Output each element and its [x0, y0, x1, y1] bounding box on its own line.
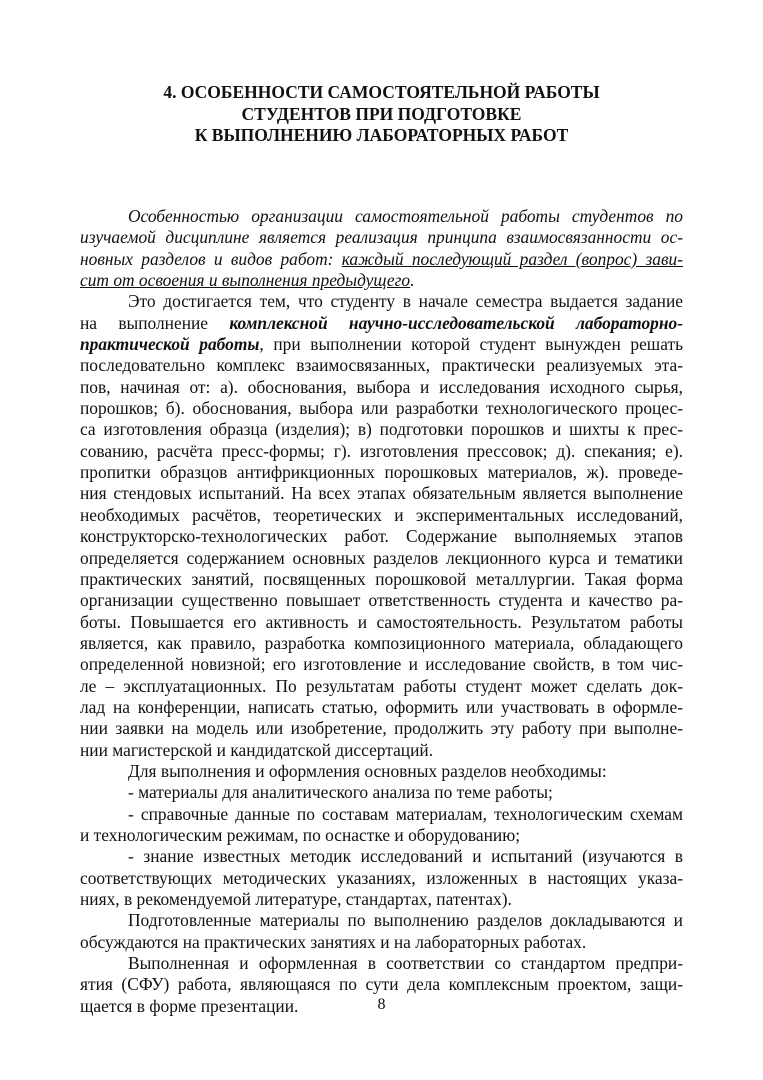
- text-line: нии магистерской и кандидатской диссертаций.: [80, 739, 434, 760]
- text-line: определяется содержанием основных разделов лекционного курса и тематики: [80, 547, 683, 568]
- requirements-list: [80, 782, 683, 910]
- text-line: [80, 270, 683, 291]
- body-text: [80, 206, 683, 1017]
- text-line: Подготовленные материалы по выполнению разделов докладываются и: [128, 910, 683, 931]
- text-line: пов, начиная от: а). обоснования, выбора и исследования исходного сырья,: [80, 376, 683, 397]
- text-line: боты. Повышается его активность и самостоятельность. Результатом работы: [80, 611, 683, 632]
- underlined-text: сит от освоения и выполнения предыдущего: [80, 270, 411, 291]
- list-item: - материалы для аналитического анализа по теме работы;: [128, 782, 553, 803]
- text-fragment: .: [410, 270, 415, 291]
- text-line: организации существенно повышает ответственность студента и качество ра-: [80, 590, 683, 611]
- text-line: [80, 334, 683, 355]
- text-line: щается в форме презентации.: [80, 995, 299, 1016]
- text-line: Выполненная и оформленная в соответствии со стандартом предпри-: [128, 953, 683, 974]
- text-fragment: , при выполнении которой студент вынужден решать: [259, 334, 683, 355]
- text-line: Это достигается тем, что студенту в начале семестра выдается задание: [128, 291, 683, 312]
- text-line: и технологическим режимам, по оснастке и оборудованию;: [80, 824, 521, 845]
- text-line: сованию, расчёта пресс-формы; г). изготовления прессовок; д). спекания; е).: [80, 440, 683, 461]
- title-line: К ВЫПОЛНЕНИЮ ЛАБОРАТОРНЫХ РАБОТ: [194, 125, 569, 145]
- text-line: [80, 249, 683, 270]
- text-line: са изготовления образца (изделия); в) подготовки порошков и шихты к прес-: [80, 419, 683, 440]
- paragraph: [80, 910, 683, 953]
- section-title: [80, 82, 683, 147]
- text-line: является, как правило, разработка композиционного материала, обладающего: [80, 632, 683, 653]
- list-item: - справочные данные по составам материалам, технологическим схемам: [128, 803, 683, 824]
- text-line: соответствующих методических указаниях, изложенных в настоящих указа-: [80, 867, 683, 888]
- text-line: ниях, в рекомендуемой литературе, стандартах, патентах).: [80, 889, 512, 909]
- text-line: [80, 313, 683, 334]
- text-line: практических занятий, посвященных порошковой металлургии. Такая форма: [80, 568, 683, 589]
- text-line: ятия (СФУ) работа, являющаяся по сути дела комплексным проектом, защи-: [80, 974, 683, 995]
- title-line: 4. ОСОБЕННОСТИ САМОСТОЯТЕЛЬНОЙ РАБОТЫ: [163, 82, 600, 102]
- bold-italic-text: комплексной научно-исследовательской лабораторно-: [229, 312, 683, 333]
- paragraph: [80, 291, 683, 761]
- text-line: определенной новизной; его изготовление и исследование свойств, в том чис-: [80, 654, 683, 675]
- text-line: конструкторско-технологических работ. Содержание выполняемых этапов: [80, 526, 683, 547]
- text-line: нии заявки на модель или изобретение, продолжить эту работу при выполне-: [80, 718, 683, 739]
- page-number: 8: [377, 996, 386, 1013]
- text-line: Особенностью организации самостоятельной работы студентов по: [128, 206, 683, 226]
- text-line: ния стендовых испытаний. На всех этапах обязательным является выполнение: [80, 483, 683, 504]
- paragraph: [80, 761, 683, 782]
- text-fragment: новных разделов и видов работ:: [80, 248, 342, 269]
- intro-paragraph: [80, 206, 683, 291]
- text-line: последовательно комплекс взаимосвязанных, практически реализуемых эта-: [80, 355, 683, 376]
- title-line: СТУДЕНТОВ ПРИ ПОДГОТОВКЕ: [241, 103, 522, 124]
- text-fragment: на выполнение: [80, 312, 230, 333]
- list-item: - знание известных методик исследований и испытаний (изучаются в: [128, 846, 683, 867]
- text-line: порошков; б). обоснования, выбора или разработки технологического процес-: [80, 398, 683, 419]
- text-line: пропитки образцов антифрикционных порошковых материалов, ж). проведе-: [80, 462, 683, 483]
- text-line: обсуждаются на практических занятиях и на лабораторных работах.: [80, 931, 587, 952]
- text-line: Для выполнения и оформления основных разделов необходимы:: [128, 760, 607, 781]
- text-line: ле – эксплуатационных. По результатам работы студент может сделать док-: [80, 675, 683, 696]
- text-line: изучаемой дисциплине является реализация принципа взаимосвязанности ос-: [80, 227, 683, 248]
- text-line: необходимых расчётов, теоретических и экспериментальных исследований,: [80, 504, 683, 525]
- bold-italic-text: практической работы: [80, 334, 260, 355]
- underlined-text: каждый последующий раздел (вопрос) зави-: [341, 248, 683, 269]
- text-line: лад на конференции, написать статью, оформить или участвовать в оформле-: [80, 696, 683, 717]
